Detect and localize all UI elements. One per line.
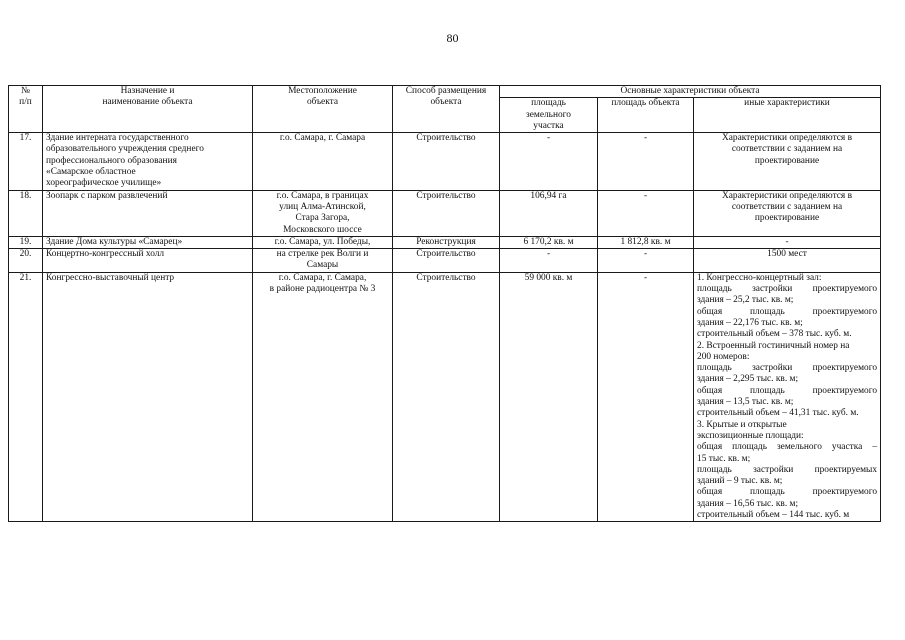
other-characteristics: 1500 мест: [694, 249, 881, 273]
objects-table: [8, 85, 881, 522]
object-name: Здание интерната государственного образовательного учреждения среднего профессионального образования «Самарское областное хореографическое училище»: [43, 133, 253, 190]
row-number: 18.: [9, 190, 43, 236]
row-number: 21.: [9, 272, 43, 522]
placement-method: Реконструкция: [393, 236, 500, 248]
land-area: 59 000 кв. м: [500, 272, 598, 522]
object-name: Зоопарк с парком развлечений: [43, 190, 253, 236]
row-number: 20.: [9, 249, 43, 273]
object-location: г.о. Самара, г. Самара: [253, 133, 393, 190]
header-land-area: площадь земельного участка: [500, 98, 598, 133]
object-area: -: [598, 249, 694, 273]
other-characteristics: Характеристики определяются в соответствии с заданием на проектирование: [694, 133, 881, 190]
other-characteristics: -: [694, 236, 881, 248]
land-area: -: [500, 249, 598, 273]
header-row-1: [9, 86, 881, 98]
header-other: иные характеристики: [694, 98, 881, 133]
object-area: -: [598, 190, 694, 236]
header-method: Способ размещения объекта: [393, 86, 500, 133]
placement-method: Строительство: [393, 133, 500, 190]
header-location: Местоположение объекта: [253, 86, 393, 133]
object-area: -: [598, 133, 694, 190]
table-row: [9, 249, 881, 273]
header-object-area: площадь объекта: [598, 98, 694, 133]
land-area: 6 170,2 кв. м: [500, 236, 598, 248]
object-area: 1 812,8 кв. м: [598, 236, 694, 248]
object-name: Конгрессно-выставочный центр: [43, 272, 253, 522]
header-purpose: Назначение и наименование объекта: [43, 86, 253, 133]
object-area: -: [598, 272, 694, 522]
table-row: [9, 236, 881, 248]
header-main-characteristics: Основные характеристики объекта: [500, 86, 881, 98]
object-location: г.о. Самара, в границах улиц Алма-Атинской, Стара Загора, Московского шоссе: [253, 190, 393, 236]
table-row: [9, 133, 881, 190]
object-location: г.о. Самара, г. Самара, в районе радиоцентра № 3: [253, 272, 393, 522]
row-number: 19.: [9, 236, 43, 248]
table-row: [9, 272, 881, 522]
row-number: 17.: [9, 133, 43, 190]
table-row: [9, 190, 881, 236]
header-num: № п/п: [9, 86, 43, 133]
other-characteristics: Характеристики определяются в соответствии с заданием на проектирование: [694, 190, 881, 236]
placement-method: Строительство: [393, 272, 500, 522]
other-characteristics: 1. Конгрессно-концертный зал: площадь застройки проектируемого здания – 25,2 тыс. кв. м; общая площадь проектируемого здания – 22,176 тыс. кв. м; строительный объем – 378 тыс. куб. м. 2. Встроенный гостиничный номер на 200 номеров: площадь застройки проектируемого здания – 2,295 тыс. кв. м; общая площадь проектируемого здания – 13,5 тыс. кв. м; строительный объем – 41,31 тыс. куб. м. 3. Крытые и открытые экспозиционные площади: общая площадь земельного участка – 15 тыс. кв. м; площадь застройки проектируемых зданий – 9 тыс. кв. м; общая площадь проектируемого здания – 16,56 тыс. кв. м; строительный объем – 144 тыс. куб. м: [694, 272, 881, 522]
object-location: на стрелке рек Волги и Самары: [253, 249, 393, 273]
object-name: Концертно-конгрессный холл: [43, 249, 253, 273]
page-number: 80: [446, 31, 459, 45]
placement-method: Строительство: [393, 249, 500, 273]
placement-method: Строительство: [393, 190, 500, 236]
object-location: г.о. Самара, ул. Победы,: [253, 236, 393, 248]
object-name: Здание Дома культуры «Самарец»: [43, 236, 253, 248]
land-area: -: [500, 133, 598, 190]
land-area: 106,94 га: [500, 190, 598, 236]
